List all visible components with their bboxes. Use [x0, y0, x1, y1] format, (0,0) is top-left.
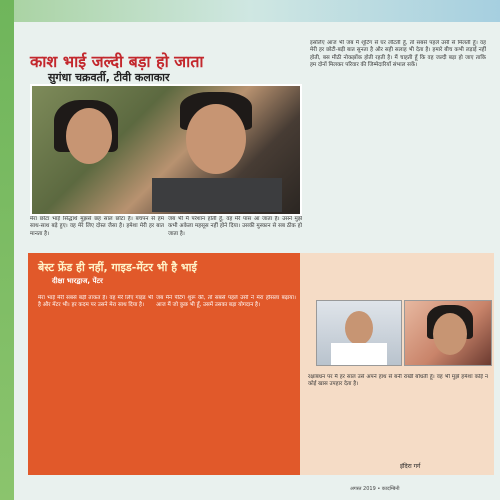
face-right [186, 104, 246, 174]
article-text-middle: जब भी मैं परेशान होती हूँ, वह मेरे पास आ जाता है। उसने मुझे कभी अकेला महसूस नहीं होने दिया। उसकी मुस्कान से सब ठीक हो जाता है। [168, 216, 302, 237]
feature-byline: दीक्षा भारद्वाज, पेंटर [52, 277, 103, 285]
signature: इंदिरा गर्ग [400, 463, 421, 470]
face-left [66, 108, 112, 164]
feature-title: बेस्ट फ्रेंड ही नहीं, गाइड-मेंटर भी है भाई [38, 261, 197, 274]
top-band [0, 0, 500, 22]
article-byline: सुगंधा चक्रवर्ती, टीवी कलाकार [48, 71, 170, 84]
portrait-woman [404, 300, 492, 366]
page-footer: अगस्त 2019 • कादम्बिनी [350, 486, 400, 492]
feature-text-b: जब मैंने पेंटिंग शुरू की, तो सबसे पहले उसी ने मेरा हौसला बढ़ाया। आज मैं जो कुछ भी हूँ, उसमें उसका बड़ा योगदान है। [156, 295, 296, 309]
portrait-man [316, 300, 402, 366]
article-text-left: मेरा छोटा भाई सिद्धार्थ मुझसे छह साल छोटा है। बचपन से हम साथ-साथ बड़े हुए। वह मेरे लिए दोस्त जैसा है। हमेशा मेरी हर बात मानता है। [30, 216, 164, 237]
face-man [345, 311, 373, 345]
green-edge [0, 0, 14, 500]
sibling-photo [30, 84, 302, 216]
feature-text-a: मेरा भाई मेरी सबसे बड़ी ताकत है। वह मेरे लिए गाइड भी है और मेंटर भी। हर कदम पर उसने मेरा साथ दिया है। [38, 295, 153, 309]
article-text-right: इसलिए आज भी जब मैं शूटिंग से घर लौटती हूँ, तो सबसे पहले उसी से मिलती हूँ। वह मेरी हर छोटी-बड़ी बात सुनता है और सही सलाह भी देता है। हमारे बीच कभी लड़ाई नहीं होती, बस मीठी नोकझोंक होती रहती है। मैं चाहती हूँ कि वह जल्दी बड़ा हो जाए ताकि हम दोनों मिलकर परिवार की जिम्मेदारियाँ संभाल सकें। [310, 40, 486, 69]
article-title: काश भाई जल्दी बड़ा हो जाता [30, 52, 204, 71]
shirt [152, 178, 282, 212]
feature-text-c: रक्षाबंधन पर मैं हर साल उसे अपने हाथ से बनी राखी बाँधती हूँ। वह भी मुझे हमेशा कोई न कोई खास उपहार देता है। [308, 374, 488, 388]
white-shirt [331, 343, 387, 365]
face-woman [433, 313, 467, 355]
